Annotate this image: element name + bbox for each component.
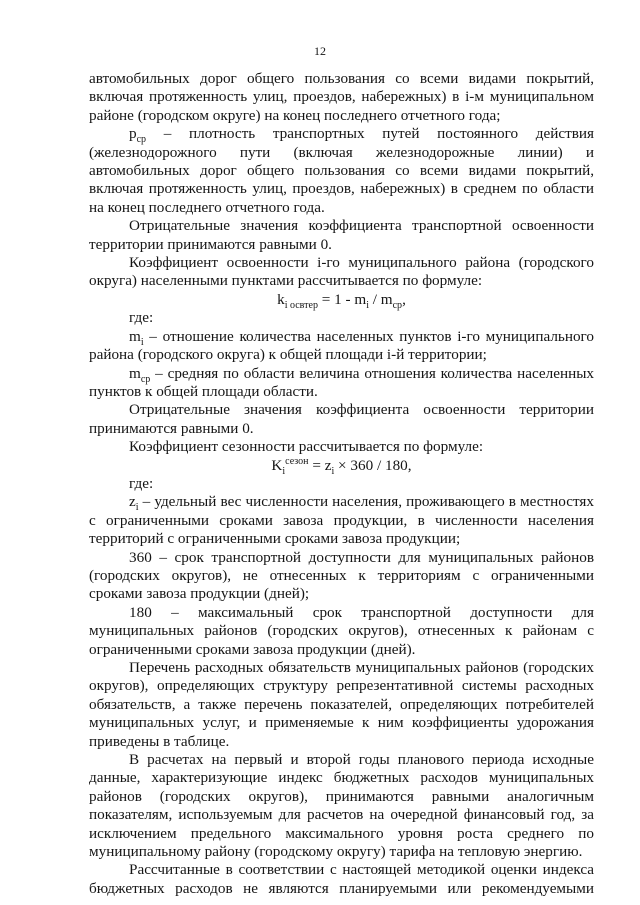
- mi-text: – отношение количества населенных пунктов i-го муниципального района (городского округа) к общей площади i-й территории;: [89, 327, 594, 364]
- formula2-zi-subscript: i: [331, 465, 335, 477]
- formula-mi-subscript: i: [366, 299, 369, 311]
- paragraph-p-cp-definition: [89, 125, 594, 217]
- formula2-k-subscript: i: [282, 465, 286, 477]
- where-label-1: где:: [129, 309, 154, 327]
- paragraph-road-density-i: автомобильных дорог общего пользования со всеми видами покрытий, включая протяженность улиц, проездов, набережных) в i-м муниципальном районе (городском округе) на конец последнего отчетного года;: [89, 70, 594, 124]
- document-body: [89, 70, 594, 898]
- zi-text: – удельный вес численности населения, проживающего в местностях с ограниченными сроками завоза продукции, в численности населения территорий с ограниченными сроками завоза продукции;: [89, 493, 594, 548]
- formula-div-part: / m: [368, 290, 393, 308]
- formula-settlement-coefficient: [89, 291, 594, 309]
- paragraph-settlement-coefficient-intro: Коэффициент освоенности i-го муниципального района (городского округа) населенными пунктами рассчитывается по формуле:: [89, 254, 594, 290]
- paragraph-planning-period: В расчетах на первый и второй годы планового периода исходные данные, характеризующие индекс бюджетных расходов муниципальных районов (городских округов), принимаются равными аналогичным показателям, используемым для расчетов на очередной финансовый год, за исключением предельного максимального уровня роста среднего по муниципальному району (городскому округу) тарифа на тепловую энергию.: [89, 751, 594, 861]
- formula-end: ,: [402, 290, 406, 308]
- formula-k-symbol: k: [277, 290, 285, 308]
- symbol-p-subscript: ср: [136, 134, 147, 146]
- paragraph-180-definition: 180 – максимальный срок транспортной доступности для муниципальных районов (городских округов), отнесенных к районам с ограниченными сроками завоза продукции (дней).: [89, 603, 594, 658]
- formula2-rest: × 360 / 180,: [334, 456, 412, 474]
- paragraph-seasonality-intro: Коэффициент сезонности рассчитывается по формуле:: [129, 438, 484, 456]
- paragraph-expense-obligations: Перечень расходных обязательств муниципальных районов (городских округов), определяющих структуру репрезентативной системы расходных обязательств, а также перечень показателей, определяющих потребителей муниципальных услуг, и применяемые к ним коэффициенты удорожания приведены в таблице.: [89, 659, 594, 750]
- p-cp-text: – плотность транспортных путей постоянного действия (железнодорожного пути (включая железнодорожные линии) и автомобильных дорог общего пользования со всеми видами покрытий, включая протяженность улиц, проездов, набережных) в среднем по области на конец последнего отчетного года.: [89, 125, 594, 216]
- paragraph-mcp-definition: [89, 365, 594, 402]
- symbol-zi-subscript: i: [135, 502, 139, 514]
- formula2-eq-part: = z: [308, 456, 332, 474]
- formula-k-subscript: i освтер: [284, 299, 318, 311]
- symbol-zi: z: [129, 493, 136, 511]
- paragraph-mi-definition: [89, 328, 594, 365]
- paragraph-negative-transport: Отрицательные значения коэффициента транспортной освоенности территории принимаются равными 0.: [89, 217, 594, 253]
- symbol-mi-subscript: i: [140, 336, 144, 348]
- paragraph-360-definition: 360 – срок транспортной доступности для муниципальных районов (городских округов), не отнесенных к территориям с ограниченными сроками завоза продукции (дней);: [89, 548, 594, 603]
- symbol-mi: m: [129, 327, 141, 345]
- formula2-k-superscript: сезон: [285, 455, 309, 467]
- formula2-k-symbol: K: [271, 456, 283, 474]
- formula-eq-part: = 1 - m: [317, 290, 367, 308]
- paragraph-calculated-indices: Рассчитанные в соответствии с настоящей методикой оценки индекса бюджетных расходов не являются планируемыми или рекомендуемыми: [89, 861, 594, 897]
- paragraph-negative-settlement: Отрицательные значения коэффициента освоенности территории принимаются равными 0.: [89, 401, 594, 437]
- formula-mcp-subscript: ср: [392, 299, 403, 311]
- symbol-mcp-subscript: ср: [140, 373, 151, 385]
- page-number: 12: [314, 44, 326, 58]
- formula-seasonality: [89, 457, 594, 475]
- symbol-p: p: [129, 125, 137, 143]
- symbol-mcp: m: [129, 364, 141, 382]
- mcp-text: – средняя по области величина отношения количества населенных пунктов к общей площади области.: [89, 364, 594, 400]
- where-label-2: где:: [129, 474, 154, 492]
- paragraph-zi-definition: [89, 493, 594, 548]
